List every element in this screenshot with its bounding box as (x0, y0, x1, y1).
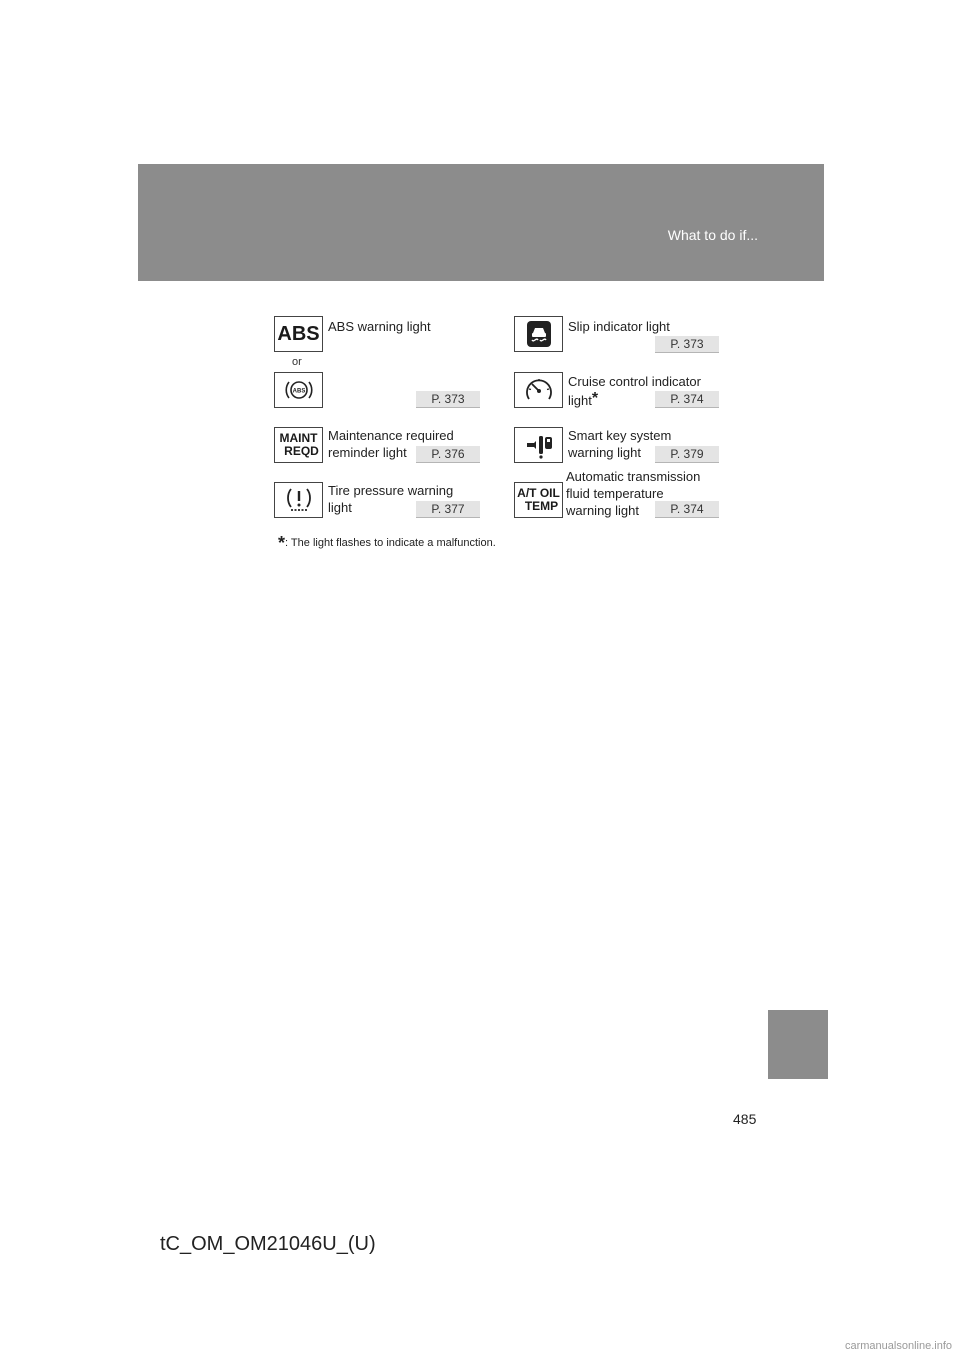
footnote-asterisk: * (278, 533, 286, 553)
tire-label: Tire pressure warning light (328, 483, 454, 515)
cruise-control-icon (514, 372, 563, 408)
maint-page-ref[interactable]: P. 376 (416, 446, 480, 463)
slip-label: Slip indicator light (568, 319, 670, 334)
at-oil-page-ref[interactable]: P. 374 (655, 501, 719, 518)
cruise-label: Cruise control indicator light* (568, 374, 701, 408)
chapter-tab (768, 1010, 828, 1079)
smart-key-icon (514, 427, 563, 463)
slip-page-ref[interactable]: P. 373 (655, 336, 719, 353)
footnote (278, 533, 496, 554)
cruise-asterisk: * (591, 390, 599, 407)
smart-key-page-ref[interactable]: P. 379 (655, 446, 719, 463)
slip-indicator-icon (514, 316, 563, 352)
watermark: carmanualsonline.info (844, 1340, 952, 1352)
footnote-text: : The light flashes to indicate a malfunction. (285, 537, 496, 549)
at-oil-label: Automatic transmission fluid temperature warning light (566, 469, 701, 518)
abs-text-icon: ABS (274, 316, 323, 352)
section-title: What to do if... (667, 227, 758, 243)
svg-text:ABS: ABS (292, 388, 305, 395)
page-number: 485 (733, 1111, 757, 1127)
maint-reqd-icon: MAINT REQD (274, 427, 323, 463)
section-header (138, 164, 824, 281)
tire-pressure-icon (274, 482, 323, 518)
cruise-page-ref[interactable]: P. 374 (655, 391, 719, 408)
or-connector: or (292, 356, 302, 368)
maint-label: Maintenance required reminder light (328, 428, 454, 460)
tire-page-ref[interactable]: P. 377 (416, 501, 480, 518)
document-code: tC_OM_OM21046U_(U) (160, 1233, 376, 1255)
abs-page-ref[interactable]: P. 373 (416, 391, 480, 408)
abs-label: ABS warning light (328, 319, 431, 334)
abs-circle-icon (274, 372, 323, 408)
smart-key-label: Smart key system warning light (568, 428, 672, 460)
at-oil-temp-icon: A/T OIL TEMP (514, 482, 563, 518)
